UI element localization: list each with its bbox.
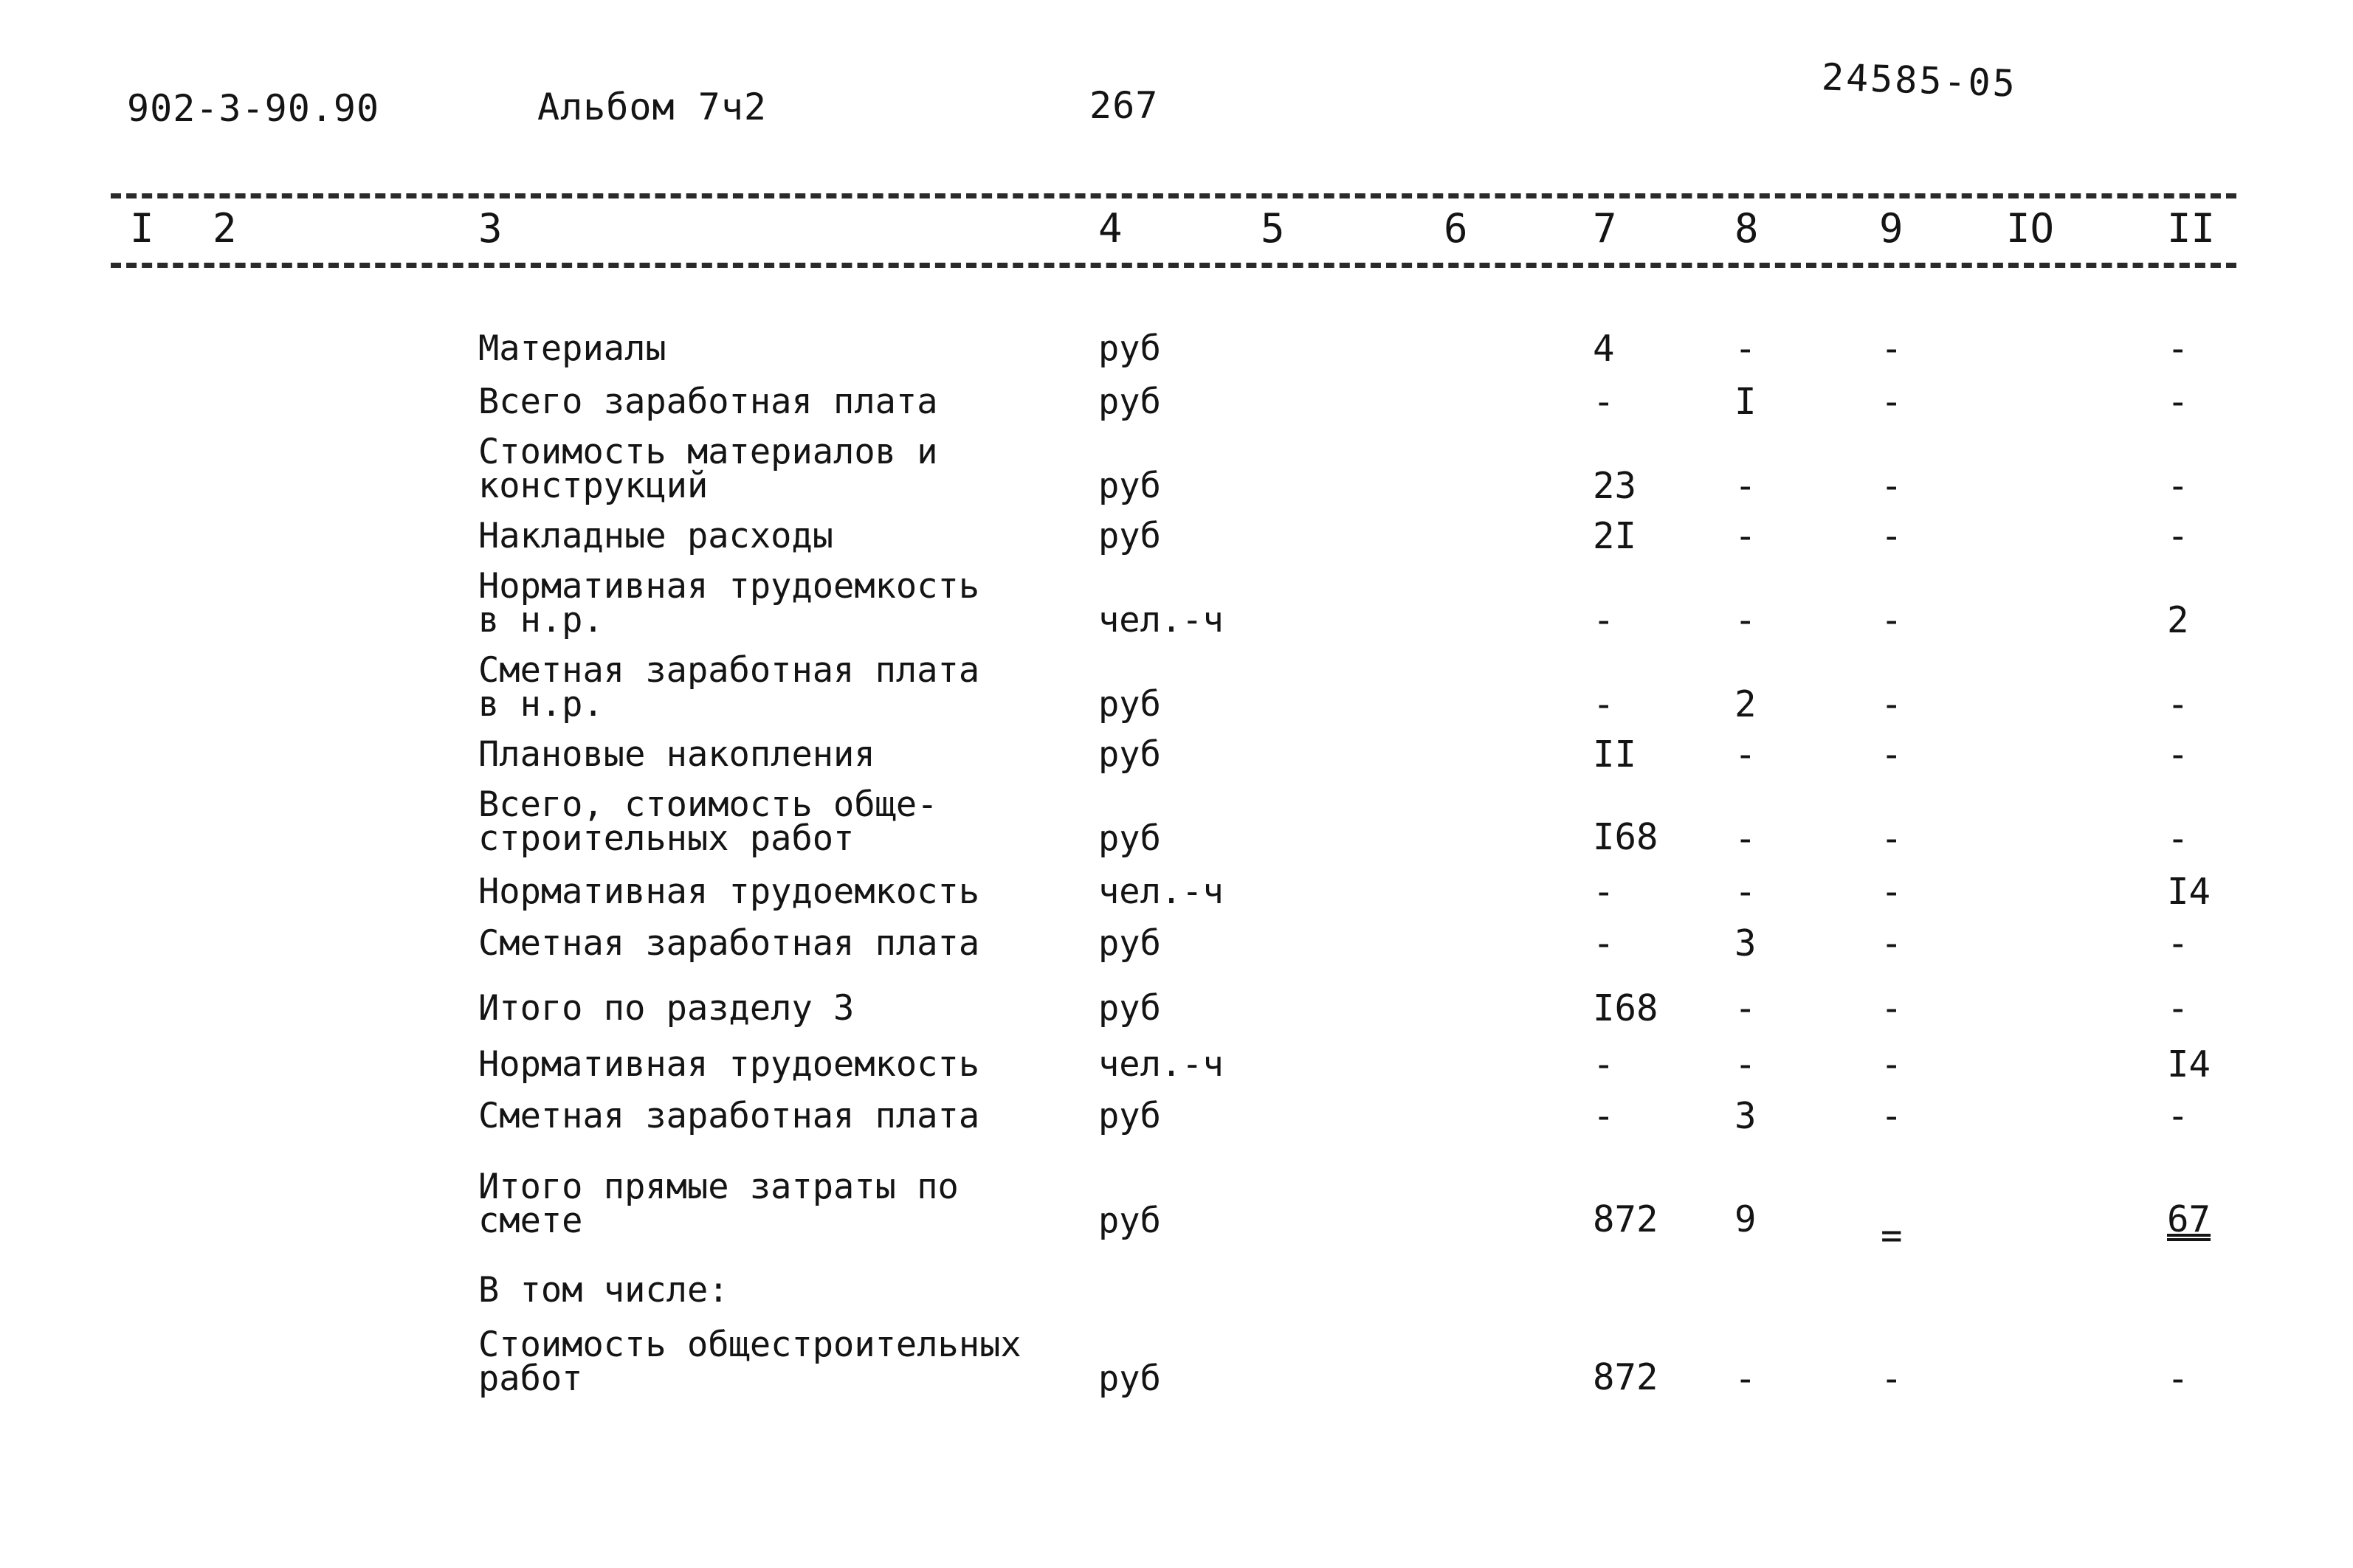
value-col-11: - [2167,683,2189,725]
column-number: 2 [213,205,237,252]
row-name: Стоимость материалов и конструкций [478,432,938,506]
album-label: Альбом 7ч2 [537,86,768,128]
value-col-7: - [1593,381,1615,423]
value-col-9: - [1881,683,1903,725]
value-col-7: 4 [1593,328,1615,370]
row-name: Накладные расходы [478,516,834,556]
value-col-8: - [1734,818,1757,860]
row-name: Сметная заработная плата в н.р. [478,650,980,725]
row-name: В том числе: [478,1270,729,1310]
value-col-9: - [1881,465,1903,507]
row-name: Материалы [478,328,666,369]
value-col-8: - [1734,328,1757,370]
table-header-rule [111,263,2236,268]
value-col-9: = [1881,1215,1903,1257]
row-name: Плановые накопления [478,734,875,775]
value-col-7: - [1593,1095,1615,1137]
value-col-8: - [1734,987,1757,1029]
value-col-9: - [1881,381,1903,423]
value-col-8: 3 [1734,1095,1757,1137]
value-col-11: I4 [2167,871,2211,913]
row-unit: чел.-ч [1098,871,1224,912]
row-name: Нормативная трудоемкость [478,1044,980,1085]
row-name: Сметная заработная плата [478,1096,980,1136]
value-col-8: - [1734,733,1757,776]
row-name: Итого по разделу 3 [478,988,855,1029]
row-name: Всего заработная плата [478,381,938,422]
row-unit: руб [1098,684,1161,725]
value-col-11: 2 [2167,599,2189,641]
column-number: 7 [1593,205,1617,252]
value-col-7: II [1593,733,1637,776]
value-col-9: - [1881,515,1903,557]
row-name: Нормативная трудоемкость в н.р. [478,566,980,640]
value-col-7: 872 [1593,1356,1658,1398]
value-col-7: - [1593,683,1615,725]
column-number: 9 [1879,205,1904,252]
value-col-9: - [1881,328,1903,370]
column-number: I [130,205,154,252]
value-col-11: - [2167,818,2189,860]
row-unit: руб [1098,466,1161,506]
row-unit: руб [1098,328,1161,369]
value-col-11: - [2167,381,2189,423]
row-unit: чел.-ч [1098,1044,1224,1085]
value-col-9: - [1881,987,1903,1029]
value-col-7: - [1593,922,1615,964]
inventory-stamp: 24585-05 [1821,55,2018,106]
table-top-rule [111,193,2236,198]
value-col-7: - [1593,1043,1615,1085]
value-col-11: - [2167,328,2189,370]
row-unit: руб [1098,734,1161,775]
value-col-9: - [1881,733,1903,776]
column-number: 6 [1444,205,1468,252]
value-col-9: - [1881,1095,1903,1137]
value-col-8: 2 [1734,683,1757,725]
value-col-11: I4 [2167,1043,2211,1085]
column-number: 3 [478,205,503,252]
value-col-8: I [1734,381,1757,423]
value-col-11: - [2167,922,2189,964]
column-number: II [2167,205,2216,252]
value-col-7: - [1593,599,1615,641]
doc-code: 902-3-90.90 [127,87,380,130]
value-col-11: - [2167,465,2189,507]
value-col-11: - [2167,733,2189,776]
value-col-11: - [2167,1095,2189,1137]
row-name: Итого прямые затраты по смете [478,1167,959,1241]
column-number: IO [2006,205,2055,252]
value-col-7: I68 [1593,816,1658,858]
value-col-7: 23 [1593,465,1637,507]
value-col-11: 67 [2167,1198,2211,1240]
column-number: 8 [1734,205,1759,252]
value-col-9: - [1881,599,1903,641]
value-col-11: - [2167,1358,2189,1400]
value-col-9: - [1881,818,1903,860]
value-col-7: I68 [1593,987,1658,1029]
row-unit: руб [1098,923,1161,964]
value-col-7: - [1593,871,1615,913]
column-number: 4 [1098,205,1123,252]
value-col-7: 2I [1593,515,1637,557]
row-unit: чел.-ч [1098,600,1224,640]
value-col-8: - [1734,1043,1757,1085]
value-col-8: - [1734,515,1757,557]
row-name: Нормативная трудоемкость [478,871,980,912]
value-col-8: - [1734,871,1757,913]
column-number: 5 [1261,205,1285,252]
page-number: 267 [1089,84,1159,127]
row-name: Стоимость общестроительных работ [478,1324,1022,1399]
value-col-11: - [2167,515,2189,557]
value-col-8: - [1734,465,1757,507]
row-name: Всего, стоимость обще- строительных работ [478,784,938,859]
row-unit: руб [1098,1096,1161,1136]
row-unit: руб [1098,1358,1161,1399]
value-col-9: - [1881,1043,1903,1085]
value-col-8: - [1734,599,1757,641]
value-col-7: 872 [1593,1198,1658,1240]
value-col-11: - [2167,987,2189,1029]
row-name: Сметная заработная плата [478,923,980,964]
value-col-9: - [1881,1358,1903,1400]
row-unit: руб [1098,818,1161,859]
value-col-8: 9 [1734,1198,1757,1240]
value-col-9: - [1881,922,1903,964]
value-col-8: - [1734,1358,1757,1400]
row-unit: руб [1098,1201,1161,1241]
value-col-8: 3 [1734,922,1757,964]
value-col-9: - [1881,871,1903,913]
row-unit: руб [1098,381,1161,422]
row-unit: руб [1098,516,1161,556]
row-unit: руб [1098,988,1161,1029]
